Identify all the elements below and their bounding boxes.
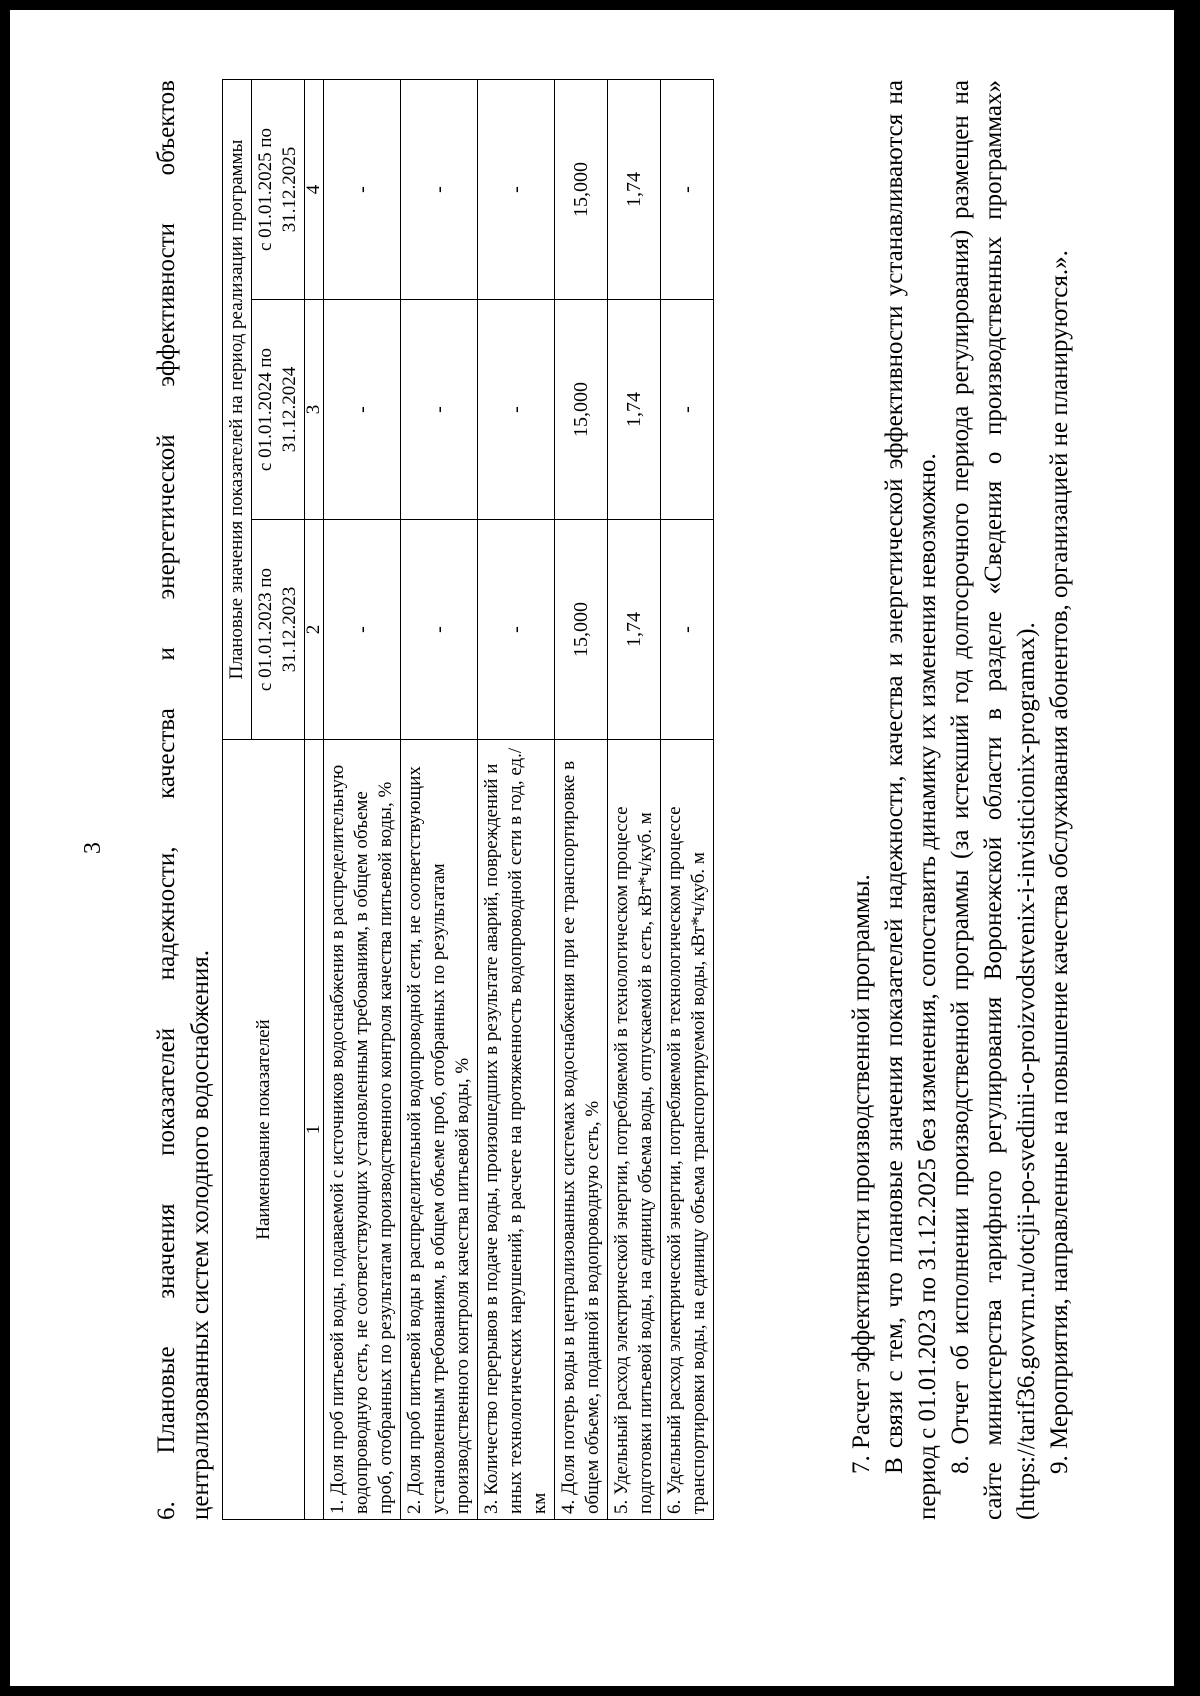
section-heading-line1: 6. Плановые значения показателей надежности, качества и энергетической эффективности объектов bbox=[153, 80, 180, 1520]
section-8-text: 8. Отчет об исполнении производственной программы (за истекший год долгосрочного периода регулирования) размещен на сайте министерства тарифного регулирования Воронежской области в разделе «Сведения о производственных программах» (https://tarif36.govvrn.ru/otcjii-po-svedinii-o-proizvodstvenix-i-invisticionix-programax). bbox=[947, 80, 1040, 1520]
header-row bbox=[223, 79, 252, 1519]
indicators-table bbox=[222, 79, 714, 1520]
section-7-body bbox=[845, 80, 1076, 1520]
value-2025: - bbox=[401, 79, 478, 299]
value-2023: 15,000 bbox=[555, 520, 608, 740]
section-7-title: 7. Расчет эффективности производственной программы. bbox=[848, 874, 875, 1474]
value-2024: - bbox=[661, 300, 714, 520]
table-row bbox=[555, 79, 608, 1519]
column-number: 4 bbox=[305, 79, 324, 299]
value-2024: - bbox=[478, 300, 555, 520]
page-number: 3 bbox=[80, 842, 106, 854]
period-2025: с 01.01.2025 по 31.12.2025 bbox=[252, 79, 305, 299]
period-2024: с 01.01.2024 по 31.12.2024 bbox=[252, 300, 305, 520]
header-planned-values: Плановые значения показателей на период реализации программы bbox=[223, 79, 252, 739]
table-row bbox=[608, 79, 661, 1519]
value-2024: 15,000 bbox=[555, 300, 608, 520]
section-7-text: В связи с тем, что плановые значения показателей надежности, качества и энергетической эффективности устанавливаются на период с 01.01.2023 по 31.12.2025 без изменения, сопоставить динамику их изменения невозможно. bbox=[881, 80, 941, 1520]
indicator-name: 5. Удельный расход электрической энергии, потребляемой в технологическом процессе подготовки питьевой воды, на единицу объема воды, отпускаемой в сеть, кВт*ч/куб. м bbox=[608, 740, 661, 1520]
value-2025: - bbox=[324, 79, 401, 299]
indicator-name: 6. Удельный расход электрической энергии, потребляемой в технологическом процессе транспортировки воды, на единицу объема транспортируемой воды, кВт*ч/куб. м bbox=[661, 740, 714, 1520]
value-2023: 1,74 bbox=[608, 520, 661, 740]
table-row bbox=[661, 79, 714, 1519]
column-number: 2 bbox=[305, 520, 324, 740]
section-9-text: 9. Мероприятия, направленные на повышение качества обслуживания абонентов, организацией не планируются.». bbox=[1046, 250, 1073, 1474]
scan-edge bbox=[1174, 0, 1200, 1696]
value-2025: - bbox=[478, 79, 555, 299]
value-2023: - bbox=[401, 520, 478, 740]
value-2023: - bbox=[661, 520, 714, 740]
value-2025: 15,000 bbox=[555, 79, 608, 299]
value-2024: - bbox=[324, 300, 401, 520]
column-number-row bbox=[305, 79, 324, 1519]
table-row bbox=[324, 79, 401, 1519]
value-2023: - bbox=[324, 520, 401, 740]
column-number: 3 bbox=[305, 300, 324, 520]
rotated-page bbox=[40, 48, 1160, 1648]
value-2023: - bbox=[478, 520, 555, 740]
indicator-name: 1. Доля проб питьевой воды, подаваемой с источников водоснабжения в распределительную водопроводную сеть, не соответствующих установленным требованиям, в общем объеме проб, отобранных по результатам производственного контроля качества питьевой воды, % bbox=[324, 740, 401, 1520]
header-indicator-name: Наименование показателей bbox=[223, 740, 305, 1520]
table-row bbox=[401, 79, 478, 1519]
indicator-name: 3. Количество перерывов в подаче воды, произошедших в результате аварий, повреждений и иных технологических нарушений, в расчете на протяженность водопроводной сети в год, ед./км bbox=[478, 740, 555, 1520]
section-heading-line2: централизованных систем холодного водоснабжения. bbox=[187, 950, 214, 1520]
value-2025: - bbox=[661, 79, 714, 299]
indicator-name: 2. Доля проб питьевой воды в распределительной водопроводной сети, не соответствующих установленным требованиям, в общем объеме проб, отобранных по результатам производственного контроля качества питьевой воды, % bbox=[401, 740, 478, 1520]
value-2024: 1,74 bbox=[608, 300, 661, 520]
section-heading bbox=[150, 80, 218, 1520]
value-2025: 1,74 bbox=[608, 79, 661, 299]
table-row bbox=[478, 79, 555, 1519]
indicator-name: 4. Доля потерь воды в централизованных системах водоснабжения при ее транспортировке в общем объеме, поданной в водопроводную сеть, % bbox=[555, 740, 608, 1520]
period-2023: с 01.01.2023 по 31.12.2023 bbox=[252, 520, 305, 740]
column-number: 1 bbox=[305, 740, 324, 1520]
value-2024: - bbox=[401, 300, 478, 520]
